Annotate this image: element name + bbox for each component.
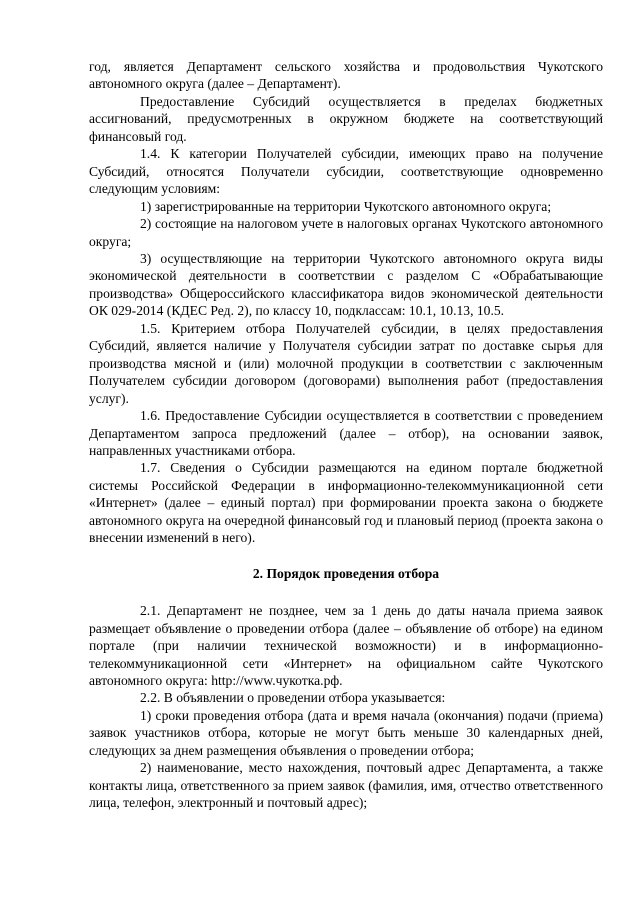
section-heading: 2. Порядок проведения отбора — [252, 565, 440, 581]
list-item-announcement-2: 2) наименование, место нахождения, почтовый адрес Департамента, а также контакты лица, ответственного за прием заявок (фамилия, имя, отчество ответственного лица, телефон, электронный и почтовый адрес); — [89, 760, 603, 811]
paragraph: Предоставление Субсидий осуществляется в пределах бюджетных ассигнований, предусмотренных в окружном бюджете на соответствующий финансовый год. — [89, 93, 603, 144]
paragraph-2-1: 2.1. Департамент не позднее, чем за 1 день до даты начала приема заявок размещает объявление о проведении отбора (далее – объявление об отборе) на едином портале (при наличии технической возможности) и в информационно-телекоммуникационной сети «Интернет» на официальном сайте Чукотского автономного округа: http://www.чукотка.рф. — [89, 603, 603, 688]
list-item-condition-1: 1) зарегистрированные на территории Чукотского автономного округа; — [140, 198, 552, 214]
paragraph: год, является Департамент сельского хозяйства и продовольствия Чукотского автономного округа (далее – Департамент). — [89, 59, 603, 92]
paragraph-1-4: 1.4. К категории Получателей субсидии, имеющих право на получение Субсидий, относятся Получатели субсидии, соответствующие одновременно следующим условиям: — [89, 146, 603, 197]
paragraph-2-2: 2.2. В объявлении о проведении отбора указывается: — [140, 690, 446, 706]
paragraph-1-5: 1.5. Критерием отбора Получателей субсидии, в целях предоставления Субсидий, является наличие у Получателя субсидии затрат по доставке сырья для производства мясной и (или) молочной продукции в соответствии с заключенным Получателем субсидии договором (договорами) выполнения работ (предоставления услуг). — [89, 320, 603, 406]
paragraph-1-7: 1.7. Сведения о Субсидии размещаются на едином портале бюджетной системы Российской Федерации в информационно-телекоммуникационной сети «Интернет» (далее – единый портал) при формировании проекта закона о бюджете автономного округа на очередной финансовый год и плановый период (проекта закона о внесении изменений в него). — [89, 460, 603, 546]
document-page — [89, 58, 603, 812]
list-item-condition-2: 2) состоящие на налоговом учете в налоговых органах Чукотского автономного округа; — [89, 216, 603, 249]
list-item-condition-3: 3) осуществляющие на территории Чукотского автономного округа виды экономической деятельности в соответствии с разделом С «Обрабатывающие производства» Общероссийского классификатора видов экономической деятельности ОК 029-2014 (КДЕС Ред. 2), по классу 10, подклассам: 10.1, 10.13, 10.5. — [89, 250, 603, 319]
list-item-announcement-1: 1) сроки проведения отбора (дата и время начала (окончания) подачи (приема) заявок участников отбора, которые не могут быть меньше 30 календарных дней, следующих за днем размещения объявления о проведении отбора; — [89, 707, 603, 758]
paragraph-1-6: 1.6. Предоставление Субсидии осуществляется в соответствии с проведением Департаментом запроса предложений (далее – отбор), на основании заявок, направленных участниками отбора. — [89, 408, 603, 458]
